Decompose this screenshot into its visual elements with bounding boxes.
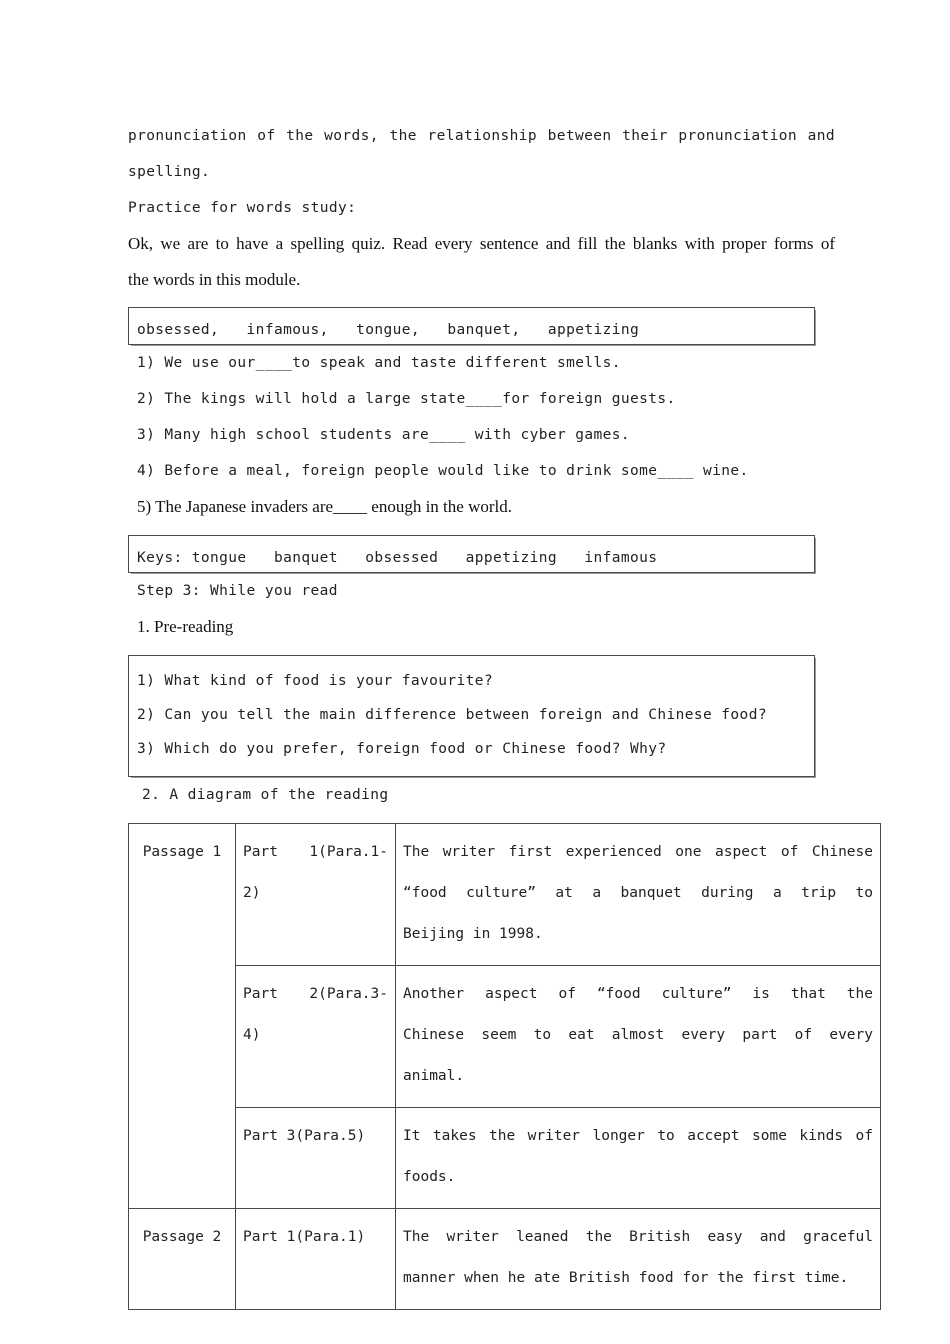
- table-row: [129, 1209, 881, 1310]
- part-1-1-description: [396, 824, 881, 966]
- step3-heading: Step 3: While you read: [137, 583, 338, 599]
- description-line1: The writer leaned the British easy and graceful: [403, 1229, 873, 1245]
- passage-2-label: Passage 2: [129, 1209, 236, 1310]
- question-3: 3) Many high school students are____ with cyber games.: [137, 427, 631, 443]
- part-2-1-label: [236, 1209, 396, 1310]
- part-label-line2: 2): [243, 885, 261, 901]
- description-line1: It takes the writer longer to accept some kinds of: [403, 1128, 873, 1144]
- description-line2: manner when he ate British food for the first time.: [403, 1270, 849, 1286]
- part-label-line2: 4): [243, 1027, 261, 1043]
- pre-reading-box: [128, 655, 815, 777]
- part-1-1-label: [236, 824, 396, 966]
- description-line2: foods.: [403, 1169, 456, 1185]
- description-line3: animal.: [403, 1068, 465, 1084]
- part-label-line1: Part 1(Para.1-: [243, 844, 388, 860]
- keys-box: [128, 535, 815, 573]
- description-line3: Beijing in 1998.: [403, 926, 543, 942]
- table-row: [129, 966, 881, 1108]
- part-1-3-label: [236, 1108, 396, 1209]
- part-label-line1: Part 2(Para.3-: [243, 986, 388, 1002]
- part-label-line1: Part 3(Para.5): [243, 1128, 366, 1144]
- quiz-instruction-line1: Ok, we are to have a spelling quiz. Read every sentence and fill the blanks with proper forms of: [128, 234, 835, 253]
- quiz-instruction-line2: the words in this module.: [128, 270, 301, 289]
- keys-text: Keys: tongue banquet obsessed appetizing infamous: [137, 550, 658, 566]
- pre-reading-question-2: 2) Can you tell the main difference between foreign and Chinese food?: [137, 707, 767, 723]
- part-1-2-label: [236, 966, 396, 1108]
- document-content: [128, 118, 873, 1310]
- description-line1: Another aspect of “food culture” is that the: [403, 986, 873, 1002]
- question-5: 5) The Japanese invaders are____ enough in the world.: [137, 497, 512, 516]
- top-paragraph-line1: pronunciation of the words, the relationship between their pronunciation and: [128, 128, 835, 144]
- part-1-3-description: [396, 1108, 881, 1209]
- passage-1-label: Passage 1: [129, 824, 236, 1209]
- part-2-1-description: [396, 1209, 881, 1310]
- part-1-2-description: [396, 966, 881, 1108]
- diagram-heading: 2. A diagram of the reading: [142, 787, 389, 803]
- description-line2: Chinese seem to eat almost every part of every: [403, 1027, 873, 1043]
- word-bank-text: obsessed, infamous, tongue, banquet, appetizing: [137, 322, 640, 338]
- word-bank-box: [128, 307, 815, 345]
- reading-diagram-table: [128, 823, 881, 1310]
- question-2: 2) The kings will hold a large state____for foreign guests.: [137, 391, 676, 407]
- question-4: 4) Before a meal, foreign people would like to drink some____ wine.: [137, 463, 749, 479]
- top-paragraph-line2: spelling.: [128, 164, 211, 180]
- pre-reading-question-1: 1) What kind of food is your favourite?: [137, 673, 494, 689]
- table-row: [129, 1108, 881, 1209]
- description-line2: “food culture” at a banquet during a trip to: [403, 885, 873, 901]
- description-line1: The writer first experienced one aspect of Chinese: [403, 844, 873, 860]
- table-row: [129, 824, 881, 966]
- practice-heading: Practice for words study:: [128, 200, 357, 216]
- pre-reading-heading: 1. Pre-reading: [137, 617, 234, 636]
- pre-reading-question-3: 3) Which do you prefer, foreign food or Chinese food? Why?: [137, 741, 667, 757]
- question-1: 1) We use our____to speak and taste different smells.: [137, 355, 621, 371]
- part-label-line1: Part 1(Para.1): [243, 1229, 366, 1245]
